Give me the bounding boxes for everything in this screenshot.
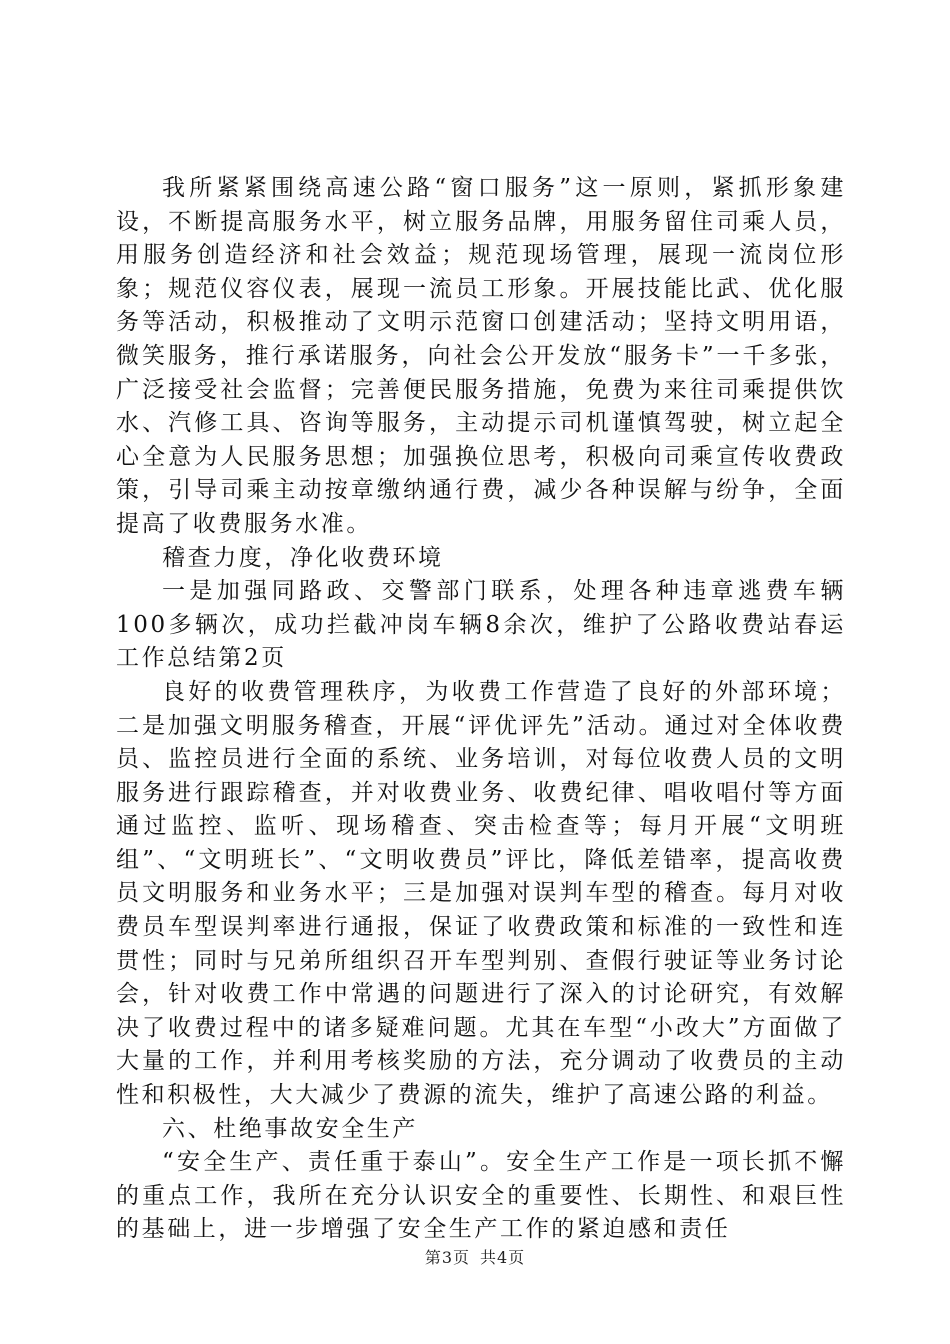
page-number: 第3页 — [424, 1248, 470, 1267]
paragraph-civil-inspection: 良好的收费管理秩序，为收费工作营造了良好的外部环境；二是加强文明服务稽查，开展“评优评先”活动。通过对全体收费员、监控员进行全面的系统、业务培训，对每位收费人员的文明服务进行跟踪稽查，并对收费业务、收费纪律、唱收唱付等方面通过监控、监听、现场稽查、突击检查等；每月开展“文明班组”、“文明班长”、“文明收费员”评比，降低差错率，提高收费员文明服务和业务水平；三是加强对误判车型的稽查。每月对收费员车型误判率进行通报，保证了收费政策和标准的一致性和连贯性；同时与兄弟所组织召开车型判别、查假行驶证等业务讨论会，针对收费工作中常遇的问题进行了深入的讨论研究，有效解决了收费过程中的诸多疑难问题。尤其在车型“小改大”方面做了大量的工作，并利用考核奖励的方法，充分调动了收费员的主动性和积极性，大大减少了费源的流失，维护了高速公路的利益。 — [116, 678, 846, 1109]
heading-inspection: 稽查力度，净化收费环境 — [162, 544, 444, 571]
paragraph-safety: “安全生产、责任重于泰山”。安全生产工作是一项长抓不懈的重点工作，我所在充分认识安全的重要性、长期性、和艰巨性的基础上，进一步增强了安全生产工作的紧迫感和责任 — [116, 1149, 846, 1243]
page-total: 共4页 — [480, 1248, 526, 1267]
paragraph-service-image: 我所紧紧围绕高速公路“窗口服务”这一原则，紧抓形象建设，不断提高服务水平，树立服务品牌，用服务留住司乘人员，用服务创造经济和社会效益；规范现场管理，展现一流岗位形象；规范仪容仪表，展现一流员工形象。开展技能比武、优化服务等活动，积极推动了文明示范窗口创建活动；坚持文明用语，微笑服务，推行承诺服务，向社会公开发放“服务卡”一千多张，广泛接受社会监督；完善便民服务措施，免费为来往司乘提供饮水、汽修工具、咨询等服务，主动提示司机谨慎驾驶，树立起全心全意为人民服务思想；加强换位思考，积极向司乘宣传收费政策，引导司乘主动按章缴纳通行费，减少各种误解与纷争，全面提高了收费服务水准。 — [116, 175, 846, 537]
document-body — [116, 172, 846, 1247]
heading-safety: 六、杜绝事故安全生产 — [162, 1115, 418, 1142]
page-footer — [0, 1245, 950, 1268]
paragraph-enforcement: 一是加强同路政、交警部门联系，处理各种违章逃费车辆100多辆次，成功拦截冲岗车辆8余次，维护了公路收费站春运工作总结第2页 — [116, 578, 846, 672]
